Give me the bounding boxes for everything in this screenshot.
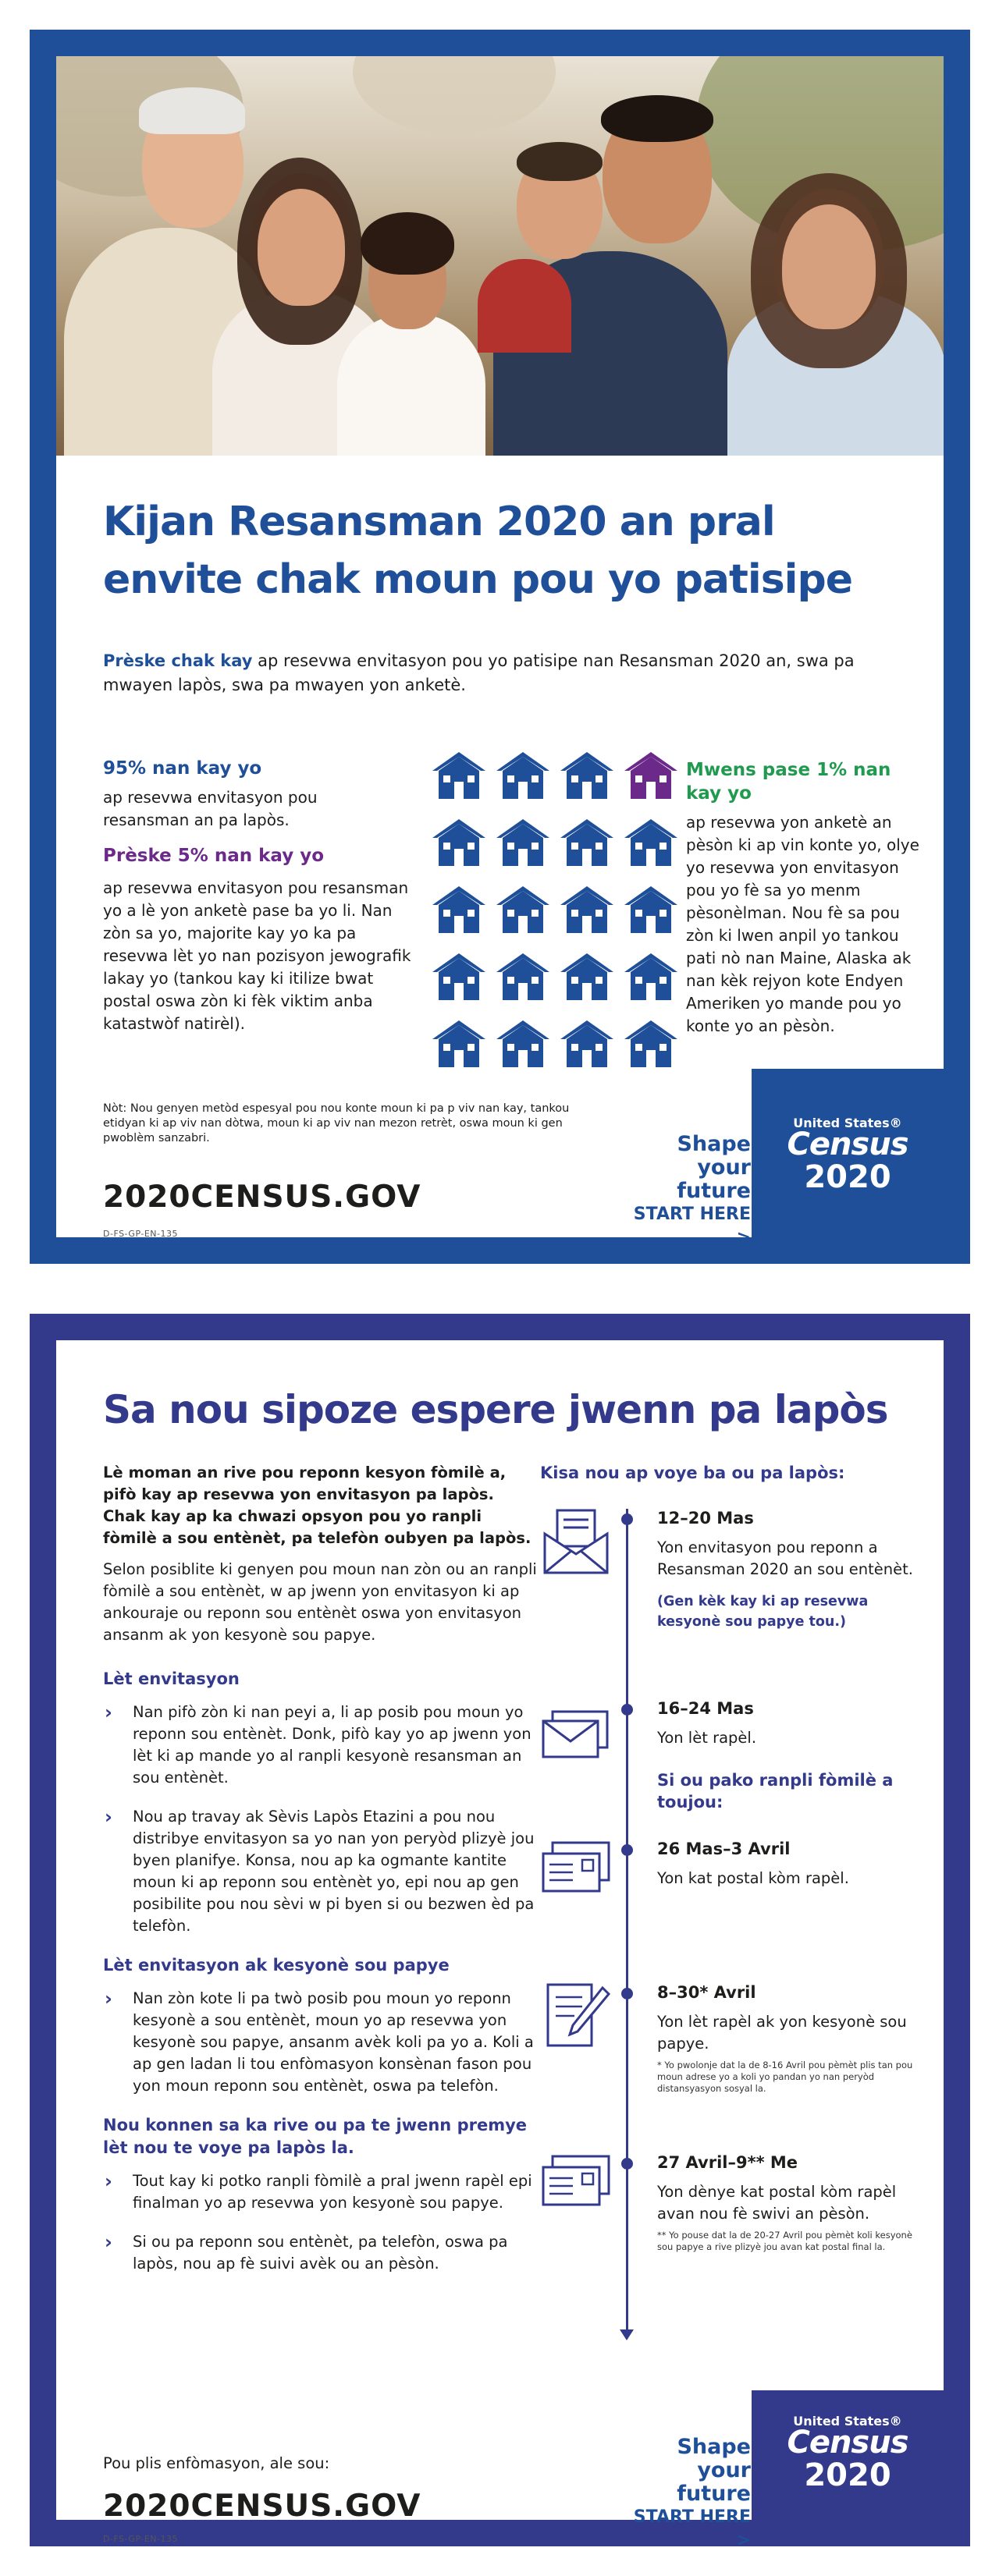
- timeline-note: (Gen kèk kay ki ap resevwa kesyonè sou papye tou.): [657, 1594, 869, 1630]
- logo-census: Census: [787, 1127, 908, 1162]
- chevron-right-icon: ›: [105, 2170, 112, 2192]
- logo-year: 2020: [804, 2457, 891, 2493]
- house-icon: [431, 1019, 487, 1069]
- timeline-dot: [621, 1988, 633, 1999]
- house-icon: [431, 885, 487, 935]
- postcard-icon: [540, 1836, 612, 1907]
- timeline-date: 16–24 Mas: [657, 1699, 754, 1718]
- stat-5-title: Prèske 5% nan kay yo: [103, 846, 325, 866]
- house-icon: [623, 750, 679, 800]
- tagline-line-2: your future: [677, 2458, 751, 2506]
- page-1-title: Kijan Resansman 2020 an pral envite chak moun pou yo patisipe: [103, 499, 852, 603]
- stat-95-text: ap resevwa envitasyon pou resansman an pa lapòs.: [103, 788, 318, 829]
- postcard-icon: [540, 2150, 612, 2220]
- timeline-dot: [621, 1704, 633, 1716]
- tagline-line-3: START HERE >: [633, 2507, 751, 2550]
- bullet-item: [103, 1701, 540, 1789]
- chevron-right-icon: ›: [105, 2231, 112, 2253]
- timeline-item-2: [657, 1698, 930, 1749]
- census-2020-logo: [752, 2390, 944, 2520]
- envelope-icon: [540, 1704, 612, 1774]
- house-icon: [431, 750, 487, 800]
- house-icon: [623, 952, 679, 1002]
- page-2-content: [56, 1340, 944, 2550]
- timeline-date: 26 Mas–3 Avril: [657, 1840, 791, 1858]
- house-icon: [623, 885, 679, 935]
- page-1-content: [56, 56, 944, 1247]
- timeline-date: 12–20 Mas: [657, 1509, 754, 1528]
- house-icon: [495, 818, 551, 868]
- house-icon: [495, 750, 551, 800]
- timeline-desc: Yon dènye kat postal kòm rapèl avan nou fè swivi an pèsòn.: [657, 2183, 897, 2223]
- timeline-dot: [621, 1844, 633, 1856]
- page-2-title: Sa nou sipoze espere jwenn pa lapòs: [103, 1387, 888, 1432]
- house-icon: [559, 885, 615, 935]
- timeline-line: [626, 1509, 628, 2336]
- mailing-timeline: [540, 1462, 930, 2351]
- stat-5-text: ap resevwa envitasyon pou resansman yo a lè yon anketè pase ba yo li. Nan zòn sa yo, majorite kay yo ka pa resevwa lèt yo nan pozisyon jewografik lakay yo (tankou kay ki itilize bwat postal oswa zòn ki fèk viktim anba katastwòf natirèl).: [103, 878, 411, 1033]
- house-icon: [623, 818, 679, 868]
- house-icon: [559, 1019, 615, 1069]
- house-icon-grid: [431, 750, 673, 1070]
- timeline-heading: Kisa nou ap voye ba ou pa lapòs:: [540, 1464, 845, 1482]
- timeline-desc: Yon kat postal kòm rapèl.: [657, 1869, 849, 1887]
- timeline-footnote: * Yo pwolonje dat la de 8-16 Avril pou pèmèt plis tan pou moun adrese yo a koli yo pandan yo nan peryòd distansyasyon sosyal la.: [657, 2060, 913, 2094]
- document-id: D-FS-GP-EN-135: [103, 2534, 178, 2544]
- census-2020-logo: [752, 1069, 944, 1237]
- house-icon: [495, 885, 551, 935]
- timeline-desc: Yon lèt rapèl ak yon kesyonè sou papye.: [657, 2013, 907, 2053]
- logo-united-states: United States®: [793, 1116, 902, 1130]
- bullet-text: Nan zòn kote li pa twò posib pou moun yo reponn kesyonè a sou entènèt, moun yo ap resevwa yon kesyonè sou papye, ansanm avèk koli pa yo a. Koli a ap gen ladan li tou enfòmasyon konsènan fason pou yon moun reponn sou entènèt, oswa pa telefòn.: [133, 1989, 534, 2095]
- timeline-arrow: [620, 2329, 634, 2340]
- intro-rest: ap resevwa envitasyon pou yo patisipe nan Resansman 2020 an, swa pa mwayen lapòs, swa pa mwayen yon anketè.: [103, 651, 855, 694]
- timeline-footnote: ** Yo pouse dat la de 20-27 Avril pou pèmèt koli kesyonè sou papye a rive plizyè jou avan kat postal final la.: [657, 2230, 912, 2252]
- house-icon: [623, 1019, 679, 1069]
- shape-your-future-tagline: [626, 1133, 751, 1250]
- house-icon: [495, 952, 551, 1002]
- bullet-item: [103, 2231, 540, 2275]
- more-info-text: Pou plis enfòmasyon, ale sou:: [103, 2454, 330, 2472]
- timeline-date: 8–30* Avril: [657, 1983, 756, 2002]
- bullet-item: [103, 2170, 540, 2214]
- chevron-right-icon: ›: [105, 1806, 112, 1828]
- bullet-item: [103, 1806, 540, 1937]
- tagline-line-1: Shape: [677, 1132, 751, 1156]
- house-icon: [559, 952, 615, 1002]
- section-heading-paper: Lèt envitasyon ak kesyonè sou papye: [103, 1956, 450, 1975]
- shape-your-future-tagline: [626, 2436, 751, 2553]
- timeline-item-3: [657, 1838, 930, 1889]
- lead-text: Lè moman an rive pou reponn kesyon fòmilè a, pifò kay ap resevwa yon envitasyon pa lapòs. Chak kay ap ka chwazi opsyon pou yo ranpli fòmilè a sou entènèt, pa telefòn oubyen pa lapòs.: [103, 1464, 531, 1547]
- section-heading-reminder: Nou konnen sa ka rive ou pa te jwenn premye lèt nou te voye pa lapòs la.: [103, 2116, 528, 2157]
- chevron-right-icon: ›: [105, 1988, 112, 2010]
- house-icon: [431, 818, 487, 868]
- timeline-item-5: [657, 2152, 930, 2253]
- timeline-item-1: [657, 1507, 930, 1632]
- bullet-text: Nou ap travay ak Sèvis Lapòs Etazini a pou nou distribye envitasyon sa yo nan yon peryòd plizyè jou byen planifye. Konsa, nou ap ka ogmante kantite moun ki ap reponn sou entènèt yo, epi nou ap gen posibilite pou nou sèvi w pi byen si ou bezwen èd pa telefòn.: [133, 1808, 535, 1935]
- intro-bold: Prèske chak kay: [103, 651, 253, 670]
- house-icon: [559, 818, 615, 868]
- house-icon: [559, 750, 615, 800]
- timeline-dot: [621, 1513, 633, 1525]
- bullet-text: Tout kay ki potko ranpli fòmilè a pral jwenn rapèl epi finalman yo ap resevwa yon kesyonè sou papye.: [133, 2172, 532, 2212]
- house-icon: [495, 1019, 551, 1069]
- timeline-desc: Yon envitasyon pou reponn a Resansman 2020 an sou entènèt.: [657, 1538, 913, 1578]
- stat-95-title: 95% nan kay yo: [103, 758, 262, 779]
- intro-text: [103, 649, 868, 697]
- bullet-text: Si ou pa reponn sou entènèt, pa telefòn, oswa pa lapòs, nou ap fè suivi avèk ou an pèsòn.: [133, 2233, 508, 2273]
- note-text: Nòt: Nou genyen metòd espesyal pou nou konte moun ki pa p viv nan kay, tankou etidyan ki ap viv nan dòtwa, moun ki ap viv nan mezon retrèt, oswa moun ki gen pwoblèm sanzabri.: [103, 1102, 570, 1144]
- house-icon: [431, 952, 487, 1002]
- envelope-letter-icon: [540, 1506, 612, 1576]
- paper-pencil-icon: [540, 1980, 612, 2050]
- website-link[interactable]: 2020CENSUS.GOV: [103, 2489, 421, 2524]
- timeline-date: 27 Avril–9** Me: [657, 2153, 798, 2172]
- timeline-desc: Yon lèt rapèl.: [657, 1729, 757, 1747]
- timeline-item-4: [657, 1982, 930, 2095]
- tagline-line-3: START HERE >: [633, 1205, 751, 1247]
- stat-1-title: Mwens pase 1% nan kay yo: [686, 760, 891, 804]
- stat-1-text: ap resevwa yon anketè an pèsòn ki ap vin konte yo, olye yo resevwa yon envitasyon pou yo fè sa yo menm pèsonèlman. Nou fè sa pou zòn ki lwen anpil yo tankou pati nò nan Maine, Alaska ak nan kèk rejyon kote Endyen Ameriken yo mande pou yo konte yo an pèsòn.: [686, 813, 919, 1035]
- family-photo: [56, 56, 944, 456]
- tagline-line-2: your future: [677, 1155, 751, 1203]
- chevron-right-icon: ›: [105, 1701, 112, 1723]
- section-heading-invitation: Lèt envitasyon: [103, 1669, 240, 1688]
- flyer-page-2: [30, 1314, 970, 2550]
- timeline-mid-heading: Si ou pako ranpli fòmilè a toujou:: [657, 1771, 894, 1811]
- timeline-dot: [621, 2158, 633, 2170]
- bullet-text: Nan pifò zòn ki nan peyi a, li ap posib pou moun yo reponn sou entènèt. Donk, pifò kay yo ap jwenn yon lèt ki ap mande yo al ranpli kesyonè resansman an sou entènèt.: [133, 1703, 531, 1787]
- logo-united-states: United States®: [793, 2414, 902, 2429]
- intro-paragraph: Selon posiblite ki genyen pou moun nan zòn ou an ranpli fòmilè a sou entènèt, w ap jwenn yon envitasyon ki ap ankouraje ou reponn sou entènèt oswa yon envitasyon ansanm ak yon kesyonè sou papye.: [103, 1560, 537, 1644]
- logo-census: Census: [787, 2425, 908, 2461]
- left-column: [103, 1462, 540, 2292]
- logo-year: 2020: [804, 1159, 891, 1195]
- website-link[interactable]: 2020CENSUS.GOV: [103, 1180, 421, 1215]
- document-id: D-FS-GP-EN-135: [103, 1229, 178, 1239]
- bullet-item: [103, 1988, 540, 2097]
- flyer-page-1: [30, 30, 970, 1264]
- tagline-line-1: Shape: [677, 2435, 751, 2459]
